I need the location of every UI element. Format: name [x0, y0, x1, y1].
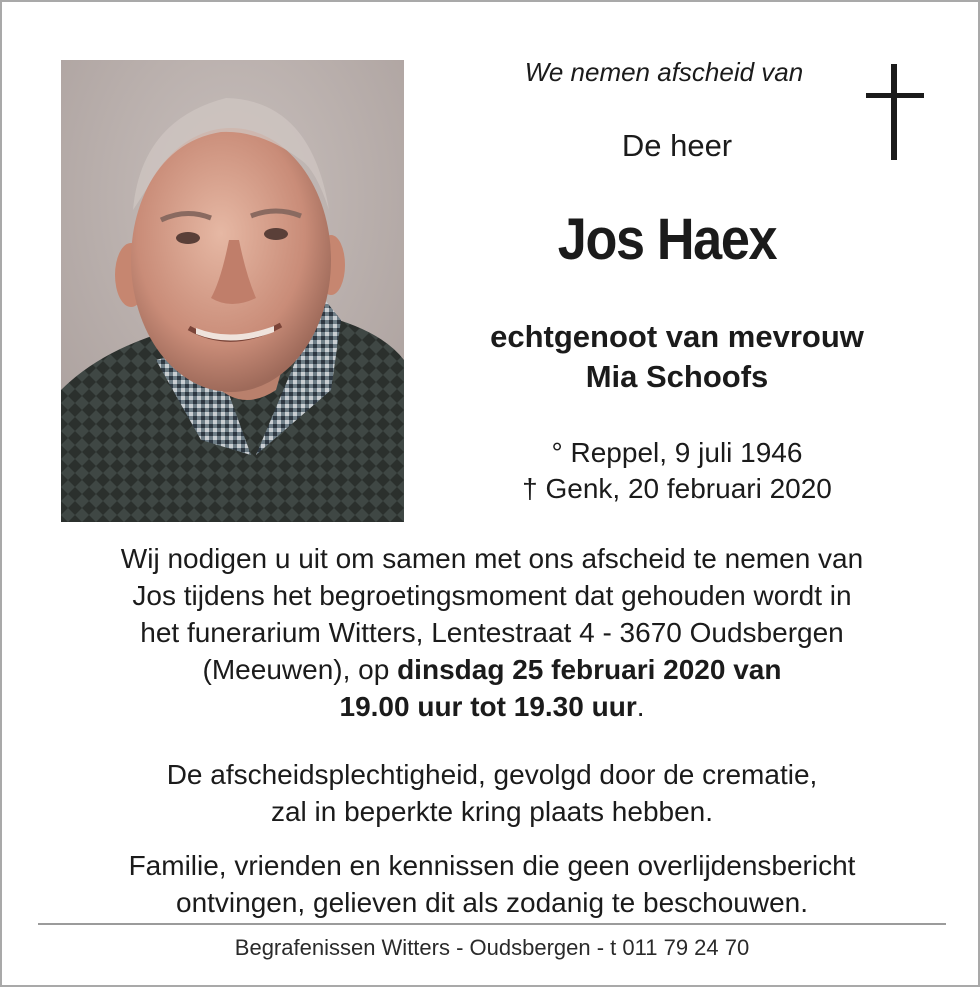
family-paragraph	[42, 847, 942, 921]
portrait-photo	[61, 60, 404, 522]
invitation-line-3: het funerarium Witters, Lentestraat 4 - 3670 Oudsbergen	[140, 617, 844, 648]
invitation-line-2: Jos tijdens het begroetingsmoment dat gehouden wordt in	[132, 580, 852, 611]
footer-divider	[38, 923, 946, 925]
funeral-home-footer: Begrafenissen Witters - Oudsbergen - t 011 79 24 70	[234, 935, 750, 960]
intro-text: We nemen afscheid van	[524, 57, 804, 87]
spouse-name: Mia Schoofs	[585, 359, 769, 394]
invitation-date: dinsdag 25 februari 2020 van	[397, 654, 782, 685]
deceased-name: Jos Haex	[557, 207, 777, 272]
invitation-paragraph	[42, 540, 942, 725]
ceremony-line-2: zal in beperkte kring plaats hebben.	[270, 796, 714, 827]
family-line-2: ontvingen, gelieven dit als zodanig te beschouwen.	[176, 887, 808, 918]
ceremony-paragraph	[42, 756, 942, 830]
honorific-title: De heer	[621, 128, 733, 163]
life-dates	[442, 435, 912, 507]
death-date: † Genk, 20 februari 2020	[522, 473, 832, 504]
invitation-line-1: Wij nodigen u uit om samen met ons afscheid te nemen van	[120, 543, 864, 574]
birth-date: ° Reppel, 9 juli 1946	[551, 437, 803, 468]
spouse-line-1: echtgenoot van mevrouw	[490, 319, 864, 354]
invitation-line-5	[42, 688, 942, 725]
family-line-1: Familie, vrienden en kennissen die geen overlijdensbericht	[128, 850, 856, 881]
invitation-line-4	[42, 651, 942, 688]
ceremony-line-1: De afscheidsplechtigheid, gevolgd door de crematie,	[166, 759, 818, 790]
invitation-time: 19.00 uur tot 19.30 uur	[339, 691, 637, 722]
invitation-line-5-suffix: .	[636, 691, 645, 722]
invitation-line-4-prefix: (Meeuwen), op	[202, 654, 398, 685]
spouse-block	[442, 317, 912, 397]
